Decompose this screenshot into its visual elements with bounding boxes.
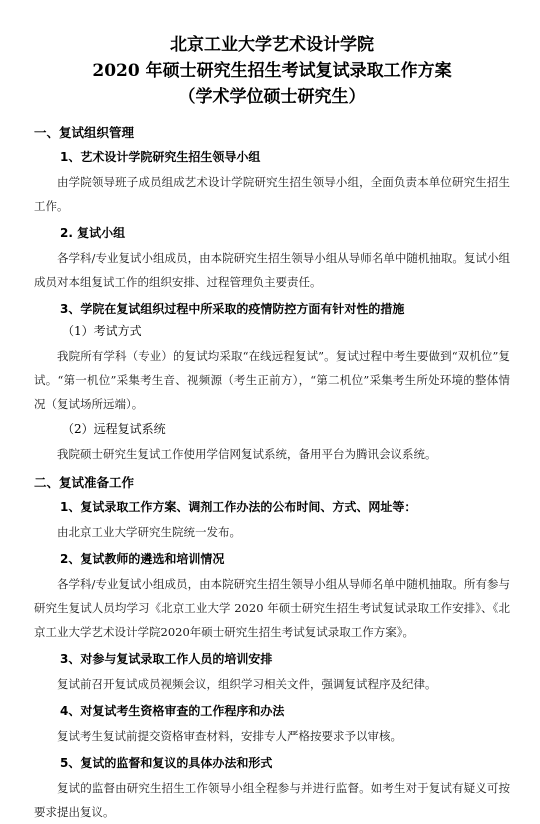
document-title-degree-type: （学术学位硕士研究生）: [178, 87, 366, 107]
item-text-staff-training: 复试前召开复试成员视频会议，组织学习相关文件，强调复试程序及纪律。: [57, 677, 437, 691]
document-title-plan: 2020 年硕士研究生招生考试复试录取工作方案: [92, 61, 452, 81]
section-heading-preparation: 二、复试准备工作: [34, 475, 135, 490]
item-text-leadership-group: 由学院领导班子成员组成艺术设计学院研究生招生领导小组，全面负责本单位研究生招生工作。: [34, 175, 510, 213]
item-text-qualification-review: 复试考生复试前提交资格审查材料，安排专人严格按要求予以审核。: [57, 729, 402, 743]
item-text-teacher-selection: 各学科/专业复试小组成员，由本院研究生招生领导小组从导师名单中随机抽取。所有参与研究生复试人员均学习《北京工业大学 2020 年硕士研究生招生考试复试录取工作安排》、《北京工业大学艺术设计学院2020年硕士研究生招生考试复试录取工作方案》。: [34, 577, 510, 639]
sub-label-remote-system: （2）远程复试系统: [62, 422, 166, 436]
sub-text-remote-system: 我院硕士研究生复试工作使用学信网复试系统，备用平台为腾讯会议系统。: [57, 447, 437, 461]
item-title-review-panel: 2. 复试小组: [60, 226, 126, 240]
item-text-review-panel: 各学科/专业复试小组成员，由本院研究生招生领导小组从导师名单中随机抽取。复试小组成员对本组复试工作的组织安排、过程管理负主要责任。: [34, 251, 510, 289]
item-text-supervision: 复试的监督由研究生招生工作领导小组全程参与并进行监督。如考生对于复试有疑义可按要求提出复议。: [34, 781, 510, 819]
sub-text-exam-method: 我院所有学科（专业）的复试均采取“在线远程复试”。复试过程中考生要做到“双机位”复试。“第一机位”采集考生音、视频源（考生正前方），“第二机位”采集考生所处环境的整体情况（复试场所远端）。: [34, 349, 510, 411]
item-title-leadership-group: 1、艺术设计学院研究生招生领导小组: [60, 150, 261, 164]
item-title-teacher-selection: 2、复试教师的遴选和培训情况: [60, 552, 225, 566]
item-title-epidemic-measures: 3、学院在复试组织过程中所采取的疫情防控方面有针对性的措施: [60, 302, 405, 316]
document-title-school: 北京工业大学艺术设计学院: [170, 35, 374, 55]
item-title-qualification-review: 4、对复试考生资格审查的工作程序和办法: [60, 704, 285, 718]
item-title-staff-training: 3、对参与复试录取工作人员的培训安排: [60, 652, 273, 666]
section-heading-organization: 一、复试组织管理: [34, 125, 135, 140]
sub-label-exam-method: （1）考试方式: [62, 324, 142, 338]
item-text-publication: 由北京工业大学研究生院统一发布。: [57, 525, 241, 539]
item-title-publication: 1、复试录取工作方案、调剂工作办法的公布时间、方式、网址等：: [60, 500, 417, 514]
item-title-supervision: 5、复试的监督和复议的具体办法和形式: [60, 756, 273, 770]
